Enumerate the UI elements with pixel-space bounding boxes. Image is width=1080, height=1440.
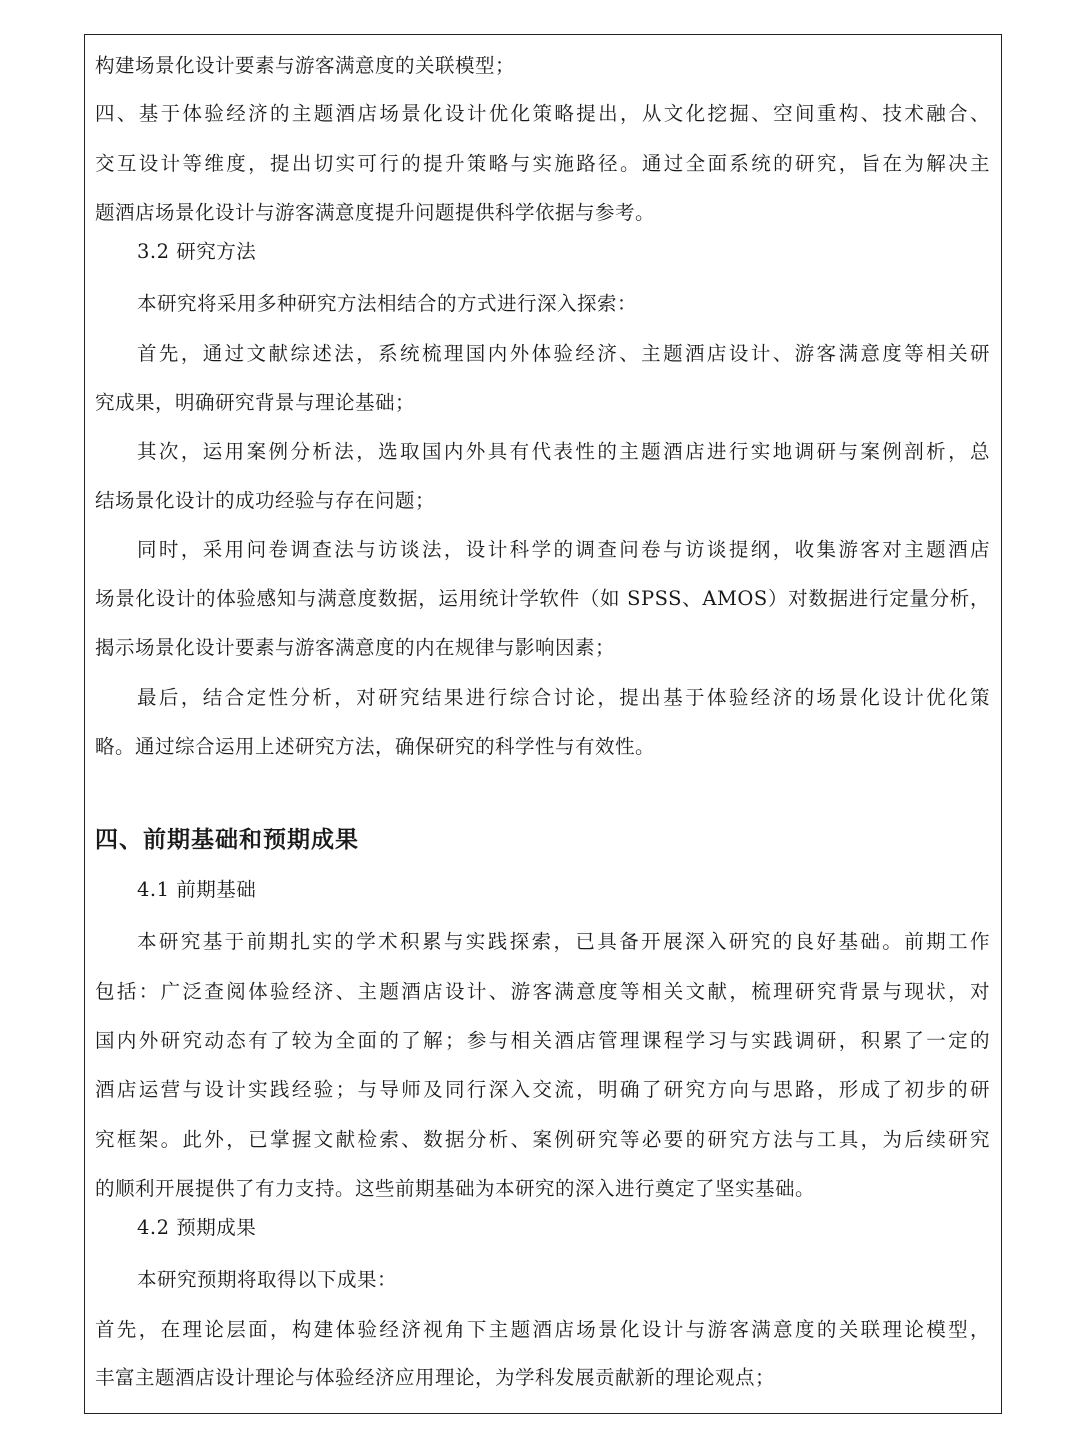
- text-line: 构建场景化设计要素与游客满意度的关联模型；: [95, 54, 516, 77]
- text-line: 究成果，明确研究背景与理论基础；: [95, 391, 416, 414]
- text-line: 四、基于体验经济的主题酒店场景化设计优化策略提出，从文化挖掘、空间重构、技术融合、: [95, 102, 990, 125]
- text-line: 本研究基于前期扎实的学术积累与实践探索，已具备开展深入研究的良好基础。前期工作: [137, 930, 990, 953]
- text-line: 丰富主题酒店设计理论与体验经济应用理论，为学科发展贡献新的理论观点；: [95, 1366, 776, 1389]
- text-line: 最后，结合定性分析，对研究结果进行综合讨论，提出基于体验经济的场景化设计优化策: [137, 686, 990, 709]
- text-line: 同时，采用问卷调查法与访谈法，设计科学的调查问卷与访谈提纲，收集游客对主题酒店: [137, 538, 990, 561]
- text-line: 本研究预期将取得以下成果：: [137, 1268, 398, 1291]
- text-line: 国内外研究动态有了较为全面的了解；参与相关酒店管理课程学习与实践调研，积累了一定的: [95, 1029, 990, 1052]
- subsection-heading: 3.2 研究方法: [137, 240, 257, 263]
- text-line: 揭示场景化设计要素与游客满意度的内在规律与影响因素；: [95, 636, 616, 659]
- text-line: 包括：广泛查阅体验经济、主题酒店设计、游客满意度等相关文献，梳理研究背景与现状，对: [95, 980, 990, 1003]
- text-line: 酒店运营与设计实践经验；与导师及同行深入交流，明确了研究方向与思路，形成了初步的研: [95, 1078, 990, 1101]
- text-line: 首先，通过文献综述法，系统梳理国内外体验经济、主题酒店设计、游客满意度等相关研: [137, 342, 990, 365]
- text-line: 题酒店场景化设计与游客满意度提升问题提供科学依据与参考。: [95, 201, 656, 224]
- subsection-heading: 4.2 预期成果: [137, 1216, 257, 1239]
- text-line: 本研究将采用多种研究方法相结合的方式进行深入探索：: [137, 292, 638, 315]
- text-line: 略。通过综合运用上述研究方法，确保研究的科学性与有效性。: [95, 735, 656, 758]
- subsection-heading: 4.1 前期基础: [137, 878, 257, 901]
- text-line: 究框架。此外，已掌握文献检索、数据分析、案例研究等必要的研究方法与工具，为后续研究: [95, 1128, 990, 1151]
- text-line: 结场景化设计的成功经验与存在问题；: [95, 489, 436, 512]
- text-line: 其次，运用案例分析法，选取国内外具有代表性的主题酒店进行实地调研与案例剖析，总: [137, 440, 990, 463]
- text-line: 场景化设计的体验感知与满意度数据，运用统计学软件（如 SPSS、AMOS）对数据进行定量分析，: [95, 587, 990, 610]
- section-heading: 四、前期基础和预期成果: [95, 826, 359, 853]
- text-line: 首先，在理论层面，构建体验经济视角下主题酒店场景化设计与游客满意度的关联理论模型，: [95, 1318, 990, 1341]
- text-line: 交互设计等维度，提出切实可行的提升策略与实施路径。通过全面系统的研究，旨在为解决主: [95, 152, 990, 175]
- text-line: 的顺利开展提供了有力支持。这些前期基础为本研究的深入进行奠定了坚实基础。: [95, 1177, 816, 1200]
